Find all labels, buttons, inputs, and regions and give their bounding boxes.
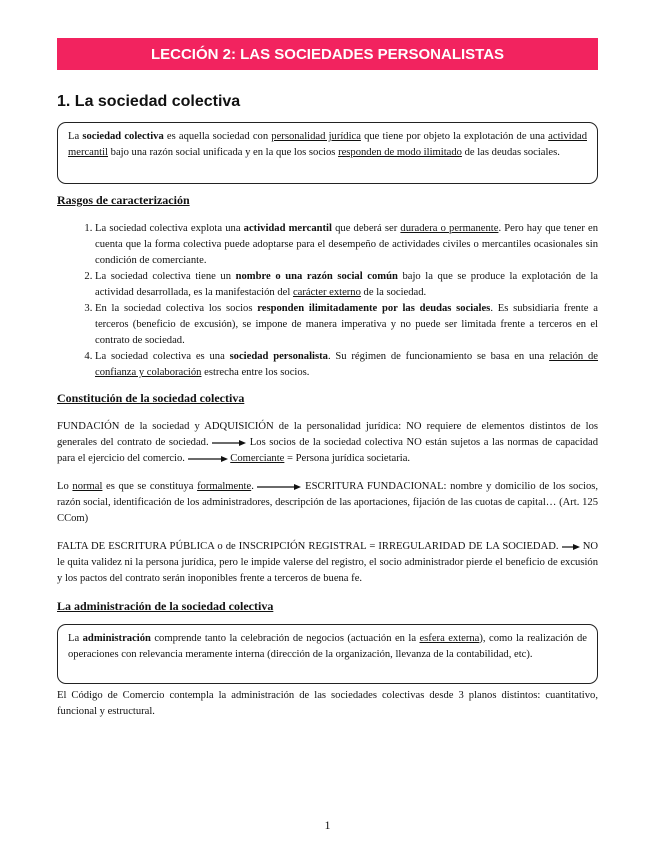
underlined-term: duradera o permanente <box>400 223 499 234</box>
underlined-term: personalidad jurídica <box>271 131 361 142</box>
text: es aquella sociedad con <box>163 131 272 142</box>
list-item <box>95 269 598 301</box>
arrow-right-icon <box>257 483 301 491</box>
fundacion-paragraph <box>57 419 598 467</box>
underlined-term: responden de modo ilimitado <box>338 147 462 158</box>
underlined-term: Comerciante <box>230 453 285 464</box>
rasgos-list <box>57 221 598 381</box>
bold-term: actividad mercantil <box>243 223 332 234</box>
lesson-title-banner <box>57 38 598 70</box>
definition-box <box>57 122 598 184</box>
text: = Persona jurídica societaria. <box>284 453 411 464</box>
bold-term: sociedad personalista <box>229 351 328 362</box>
underlined-term: formalmente <box>197 481 252 492</box>
escritura-paragraph <box>57 479 598 527</box>
bold-term: administración <box>82 633 151 644</box>
text: NO le quita validez ni la persona jurídica, pero le impide valerse del registro, el socio administrador pierde el beneficio de excusión y los pactos del contrato serán inoponibles frente a terceros de buena fe. <box>57 541 598 584</box>
text: comprende tanto la celebración de negocios (actuación en la <box>150 633 420 644</box>
text: FUNDACIÓN de la sociedad y ADQUISICIÓN de la personalidad jurídica: NO requiere de elementos distintos de los generales del contrato de sociedad. <box>57 421 598 448</box>
irregularidad-paragraph <box>57 539 598 587</box>
bold-term: nombre o una razón social común <box>235 271 398 282</box>
text: de las deudas sociales. <box>461 147 560 158</box>
text: . <box>251 481 254 492</box>
codigo-paragraph: El Código de Comercio contempla la administración de las sociedades colectivas desde 3 planos distintos: cuantitativo, funcional y estructural. <box>57 690 598 717</box>
text: bajo la que se produce la explotación de la actividad desarrollada, es la manifestación del <box>95 271 598 298</box>
text: La <box>68 633 83 644</box>
text: En la sociedad colectiva los socios <box>95 303 258 314</box>
list-item <box>95 221 598 269</box>
text: ), como la realización de operaciones con relevancia meramente interna (dirección de la organización, llevanza de la contabilidad, etc). <box>68 633 587 660</box>
text: de la sociedad. <box>360 287 427 298</box>
arrow-right-icon <box>562 543 580 551</box>
text: Lo <box>57 481 73 492</box>
underlined-term: actividad mercantil <box>68 131 587 158</box>
bold-term: responden ilimitadamente por las deudas sociales <box>257 303 491 314</box>
list-item <box>95 301 598 349</box>
administracion-box <box>57 624 598 684</box>
text: bajo una razón social unificada y en la que los socios <box>108 147 339 158</box>
section-title: 1. La sociedad colectiva <box>57 93 241 110</box>
text: ESCRITURA FUNDACIONAL: nombre y domicilio de los socios, razón social, identificación de los administradores, descripción de las aportaciones, fijación de las cuotas de capital… (Art. 125 CCom) <box>57 481 599 524</box>
administracion-heading: La administración de la sociedad colectiva <box>57 599 274 613</box>
text: La sociedad colectiva es una <box>95 351 230 362</box>
lesson-title: LECCIÓN 2: LAS SOCIEDADES PERSONALISTAS <box>150 45 505 63</box>
rasgos-heading: Rasgos de caracterización <box>57 193 190 207</box>
text: La sociedad colectiva tiene un <box>95 271 236 282</box>
underlined-term: relación de confianza y colaboración <box>95 351 599 378</box>
arrow-right-icon <box>212 439 246 447</box>
list-item <box>95 349 598 381</box>
text: que deberá ser <box>331 223 401 234</box>
text: La sociedad colectiva explota una <box>95 223 244 234</box>
text: es que se constituya <box>102 481 198 492</box>
text: . Pero hay que tener en cuenta que la forma colectiva puede adoptarse para el desempeño de actividades civiles o mercantiles ocasionales sin condición de comerciante. <box>95 223 598 266</box>
underlined-term: carácter externo <box>292 287 361 298</box>
page-number: 1 <box>324 818 331 832</box>
bold-term: sociedad colectiva <box>82 131 164 142</box>
constitucion-heading: Constitución de la sociedad colectiva <box>57 391 245 405</box>
text: estrecha entre los socios. <box>201 367 310 378</box>
text: FALTA DE ESCRITURA PÚBLICA o de INSCRIPCIÓN REGISTRAL = IRREGULARIDAD DE LA SOCIEDAD. <box>57 541 559 552</box>
underlined-term: esfera externa <box>419 633 480 644</box>
text: La <box>68 131 83 142</box>
text: Los socios de la sociedad colectiva NO están sujetos a las normas de capacidad para el ejercicio del comercio. <box>57 437 598 464</box>
text: . Su régimen de funcionamiento se basa en una <box>327 351 550 362</box>
text: que tiene por objeto la explotación de una <box>360 131 549 142</box>
arrow-right-icon <box>188 455 228 463</box>
text: . Es subsidiaria frente a terceros (beneficio de excusión), se impone de manera imperativa y no puede ser limitada frente a terceros en el contrato de sociedad. <box>95 303 598 346</box>
underlined-term: normal <box>72 481 103 492</box>
